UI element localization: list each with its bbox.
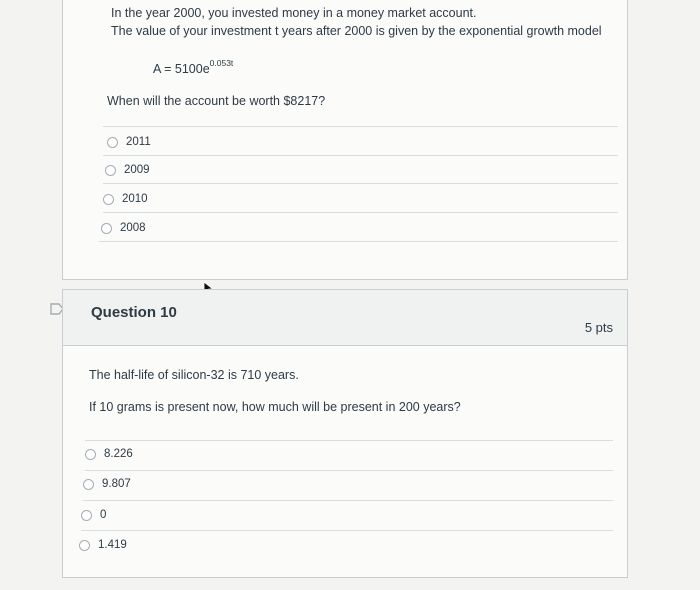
question-10-card — [62, 289, 628, 578]
answer-label: 2008 — [120, 222, 146, 234]
radio-button[interactable] — [101, 223, 112, 234]
question-9-intro-line-2: The value of your investment t years after 2000 is given by the exponential growth model — [111, 24, 602, 38]
question-9-card — [62, 0, 628, 280]
question-10-line-1: The half-life of silicon-32 is 710 years. — [89, 368, 299, 382]
answer-option-2010[interactable] — [103, 193, 148, 205]
answer-option-9-807[interactable] — [83, 478, 131, 490]
radio-button[interactable] — [107, 137, 118, 148]
answer-label: 0 — [100, 509, 107, 521]
growth-formula — [153, 60, 233, 76]
divider — [85, 470, 613, 471]
answer-option-2009[interactable] — [105, 164, 150, 176]
divider — [103, 155, 618, 156]
divider — [103, 183, 618, 184]
radio-button[interactable] — [81, 510, 92, 521]
divider — [103, 212, 618, 213]
divider — [81, 530, 613, 531]
question-9-intro-line-1: In the year 2000, you invested money in a money market account. — [111, 6, 477, 20]
question-10-line-2: If 10 grams is present now, how much will be present in 200 years? — [89, 400, 461, 414]
question-points: 5 pts — [584, 320, 613, 335]
formula-base: A = 5100e — [153, 62, 210, 77]
radio-button[interactable] — [83, 479, 94, 490]
answer-label: 2009 — [124, 164, 150, 176]
answer-option-0[interactable] — [81, 509, 106, 521]
answer-option-8-226[interactable] — [85, 448, 133, 460]
divider — [85, 440, 613, 441]
radio-button[interactable] — [79, 540, 90, 551]
answer-label: 2011 — [126, 136, 151, 148]
answer-label: 8.226 — [104, 448, 133, 460]
answer-option-2008[interactable] — [101, 222, 146, 234]
divider — [83, 500, 613, 501]
question-9-prompt: When will the account be worth $8217? — [107, 94, 326, 108]
radio-button[interactable] — [85, 449, 96, 460]
answer-option-1-419[interactable] — [79, 539, 127, 551]
radio-button[interactable] — [105, 165, 116, 176]
answer-option-2011[interactable] — [107, 136, 151, 148]
divider — [99, 241, 618, 242]
divider — [103, 126, 618, 127]
radio-button[interactable] — [103, 194, 114, 205]
answer-label: 2010 — [122, 193, 148, 205]
question-title: Question 10 — [91, 304, 177, 321]
formula-exponent: 0.053t — [209, 58, 234, 68]
answer-label: 9.807 — [102, 478, 131, 490]
question-header — [63, 290, 627, 346]
answer-label: 1.419 — [98, 539, 127, 551]
